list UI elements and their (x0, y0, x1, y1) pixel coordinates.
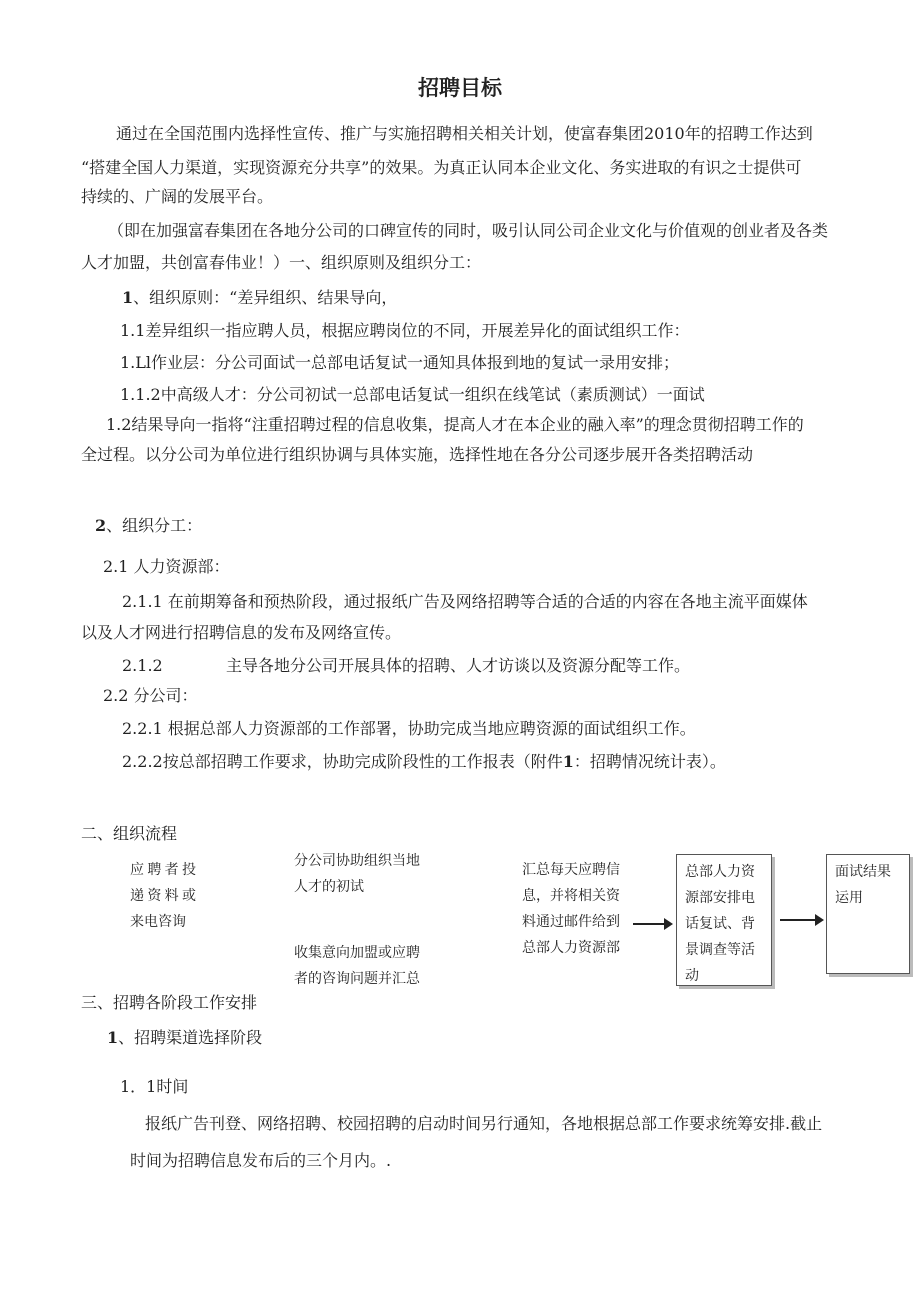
intro-line-1: 通过在全国范围内选择性宣传、推广与实施招聘相关相关计划，使富春集团2010年的招聘工作达到 (116, 124, 813, 143)
section-2-text: 、组织分工： (106, 516, 203, 535)
section-1-1-2: 1.1.2中高级人才：分公司初试一总部电话复试一组织在线笔试（素质测试）一面试 (120, 385, 705, 404)
section-3-body-line-1: 报纸广告刊登、网络招聘、校园招聘的启动时间另行通知，各地根据总部工作要求统筹安排.截止 (145, 1114, 823, 1133)
flow-step-applicant: 应聘者投递资料或来电咨询 (130, 862, 196, 930)
section-3-1-text: 、招聘渠道选择阶段 (118, 1028, 263, 1047)
section-2-2-2-a: 2.2.2按总部招聘工作要求，协助完成阶段性的工作报表（附件 (122, 752, 563, 771)
section-3-1-1: 1．1时间 (120, 1077, 189, 1096)
section-2-2-1: 2.2.1 根据总部人力资源部的工作部署，协助完成当地应聘资源的面试组织工作。 (122, 719, 696, 738)
section-3-heading: 三、招聘各阶段工作安排 (81, 993, 258, 1012)
section-3-1-heading (107, 1028, 262, 1048)
flow-step-branch-collect: 收集意向加盟或应聘者的咨询问题并汇总 (294, 945, 420, 987)
intro-line-3: 持续的、广阔的发展平台。 (81, 187, 274, 206)
flow-step-branch-initial: 分公司协助组织当地人才的初试 (294, 853, 420, 895)
section-2-1-1-line-2: 以及人才网进行招聘信息的发布及网络宣传。 (81, 623, 402, 642)
section-1-1: 1.1差异组织一指应聘人员，根据应聘岗位的不同，开展差异化的面试组织工作： (120, 321, 690, 340)
section-1-text: 、组织原则：“差异组织、结果导向， (133, 288, 398, 307)
section-2-2-2-c: ：招聘情况统计表）。 (573, 752, 726, 771)
intro-line-2: “搭建全国人力渠道，实现资源充分共享”的效果。为真正认同本企业文化、务实进取的有识之士提供可 (81, 158, 802, 177)
section-2-2-2-b: 1 (562, 752, 574, 771)
section-1-number: 1 (122, 288, 134, 307)
section-3-body-line-2: 时间为招聘信息发布后的三个月内。. (130, 1151, 392, 1170)
flow-step-summarize: 汇总每天应聘信息，并将相关资料通过邮件给到总部人力资源部 (522, 862, 620, 956)
flow-step-hq-box: 总部人力资源部安排电话复试、背景调查等活动 (676, 854, 772, 986)
section-2-number: 2 (95, 516, 107, 535)
section-2-1-2-text: 主导各地分公司开展具体的招聘、人才访谈以及资源分配等工作。 (226, 656, 691, 675)
section-1-heading (122, 288, 397, 308)
note-line-2: 人才加盟，共创富春伟业！）一、组织原则及组织分工： (81, 253, 482, 272)
section-2-1-1-line-1: 2.1.1 在前期筹备和预热阶段，通过报纸广告及网络招聘等合适的合适的内容在各地主流平面媒体 (122, 592, 808, 611)
section-2-2: 2.2 分公司： (103, 686, 198, 705)
flow-heading: 二、组织流程 (81, 824, 178, 843)
section-2-2-2 (122, 752, 726, 772)
section-2-1: 2.1 人力资源部： (103, 557, 230, 576)
section-2-heading (95, 516, 202, 536)
note-line-1: （即在加强富春集团在各地分公司的口碑宣传的同时，吸引认同公司企业文化与价值观的创业者及各类 (108, 221, 829, 240)
flow-step-result-box: 面试结果运用 (826, 854, 910, 974)
section-1-2-line-2: 全过程。以分公司为单位进行组织协调与具体实施，选择性地在各分公司逐步展开各类招聘活动 (81, 445, 754, 464)
section-3-1-number: 1 (107, 1028, 119, 1047)
flow-arrow-2 (780, 919, 822, 921)
section-2-1-2-number: 2.1.2 (122, 656, 163, 675)
section-1-1-1: 1.Ll作业层：分公司面试一总部电话复试一通知具体报到地的复试一录用安排； (120, 353, 680, 372)
page-title: 招聘目标 (418, 75, 502, 100)
section-1-2-line-1: 1.2结果导向一指将“注重招聘过程的信息收集，提高人才在本企业的融入率”的理念贯彻招聘工作的 (106, 415, 804, 434)
flow-arrow-1 (633, 923, 671, 925)
